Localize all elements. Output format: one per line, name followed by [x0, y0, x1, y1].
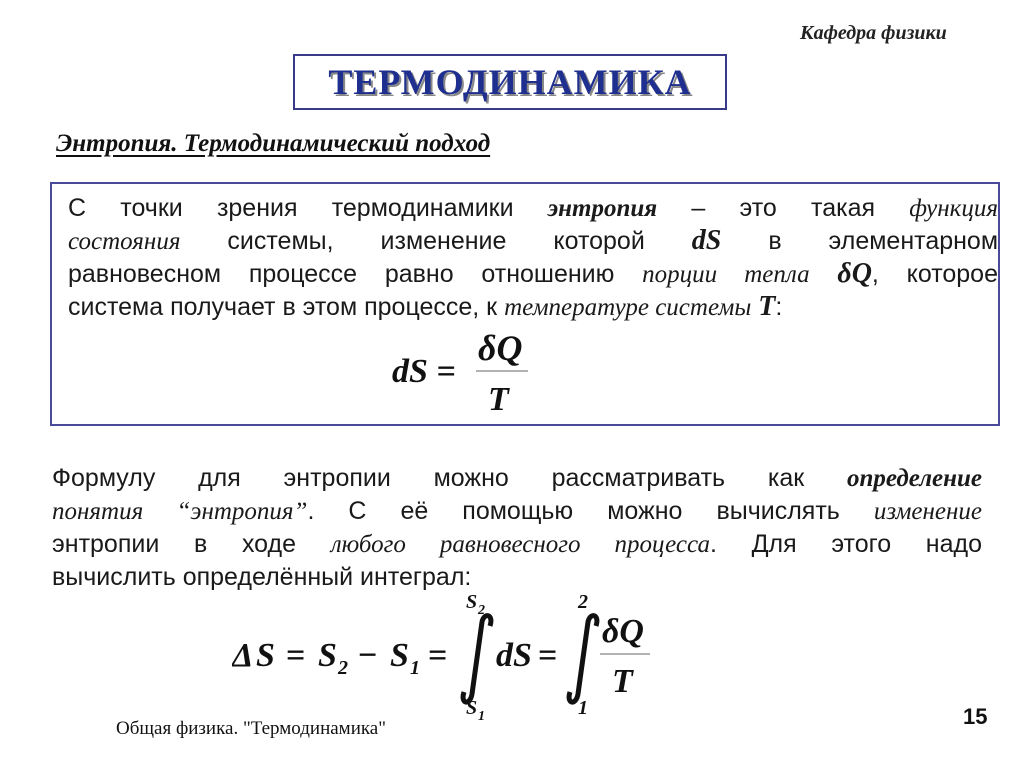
integral-2-numerator: δQ	[602, 613, 644, 650]
eq-2: =	[428, 637, 448, 674]
slide-title: ТЕРМОДИНАМИКА	[328, 62, 692, 102]
paragraph-2-line-3: энтропии в ходе любого равновесного процесса. Для этого надо	[52, 530, 982, 558]
entropy-integral-formula	[232, 592, 672, 722]
definition-line-2: состояния системы, изменение которой dS в элементарном	[68, 225, 999, 256]
definition-text	[68, 192, 998, 324]
formula-ds-numerator: δQ	[478, 328, 523, 368]
integral-1-lower-sub: 1	[478, 709, 485, 722]
s2-symbol: S	[318, 637, 337, 674]
formula-ds-lhs: dS =	[392, 353, 456, 390]
course-footer: Общая физика. "Термодинамика"	[116, 718, 386, 739]
definition-line-4: система получает в этом процессе, к температуре системы T:	[68, 291, 783, 322]
eq-3: =	[538, 637, 558, 674]
page-number: 15	[963, 704, 988, 729]
integral-1-sign	[463, 616, 491, 702]
s1-subscript: 1	[410, 657, 420, 679]
paragraph-2-line-1: Формулу для энтропии можно рассматривать как определение	[52, 464, 982, 492]
delta-s: S	[256, 637, 275, 674]
s2-subscript: 2	[338, 657, 348, 679]
integral-1-lower: S	[466, 697, 478, 719]
integral-2-upper: 2	[578, 592, 588, 613]
integral-2-denominator: T	[612, 663, 633, 700]
definition-line-3: равновесном процессе равно отношению порции тепла δQ, которое	[68, 258, 998, 289]
paragraph-2	[52, 462, 982, 593]
formula-ds-denominator: T	[488, 381, 509, 418]
department-label: Кафедра физики	[800, 22, 947, 44]
title-box	[293, 54, 727, 110]
definition-line-1: С точки зрения термодинамики энтропия – это такая функция	[68, 194, 998, 222]
integral-1-upper-sub: 2	[478, 603, 485, 618]
delta-symbol: Δ	[232, 637, 254, 674]
integral-2-sign	[569, 616, 597, 702]
eq-1: =	[286, 637, 306, 674]
entropy-differential-formula	[392, 326, 562, 422]
paragraph-2-line-4: вычислить определённый интеграл:	[52, 563, 472, 591]
integral-1-ds: dS	[496, 637, 532, 674]
minus-sign: −	[358, 637, 378, 674]
section-subtitle: Энтропия. Термодинамический подход	[56, 130, 491, 157]
paragraph-2-line-2: понятия “энтропия”. С её помощью можно вычислять изменение	[52, 497, 983, 525]
s1-symbol: S	[390, 637, 409, 674]
integral-2-lower: 1	[578, 697, 588, 719]
integral-1-upper: S	[466, 592, 478, 613]
